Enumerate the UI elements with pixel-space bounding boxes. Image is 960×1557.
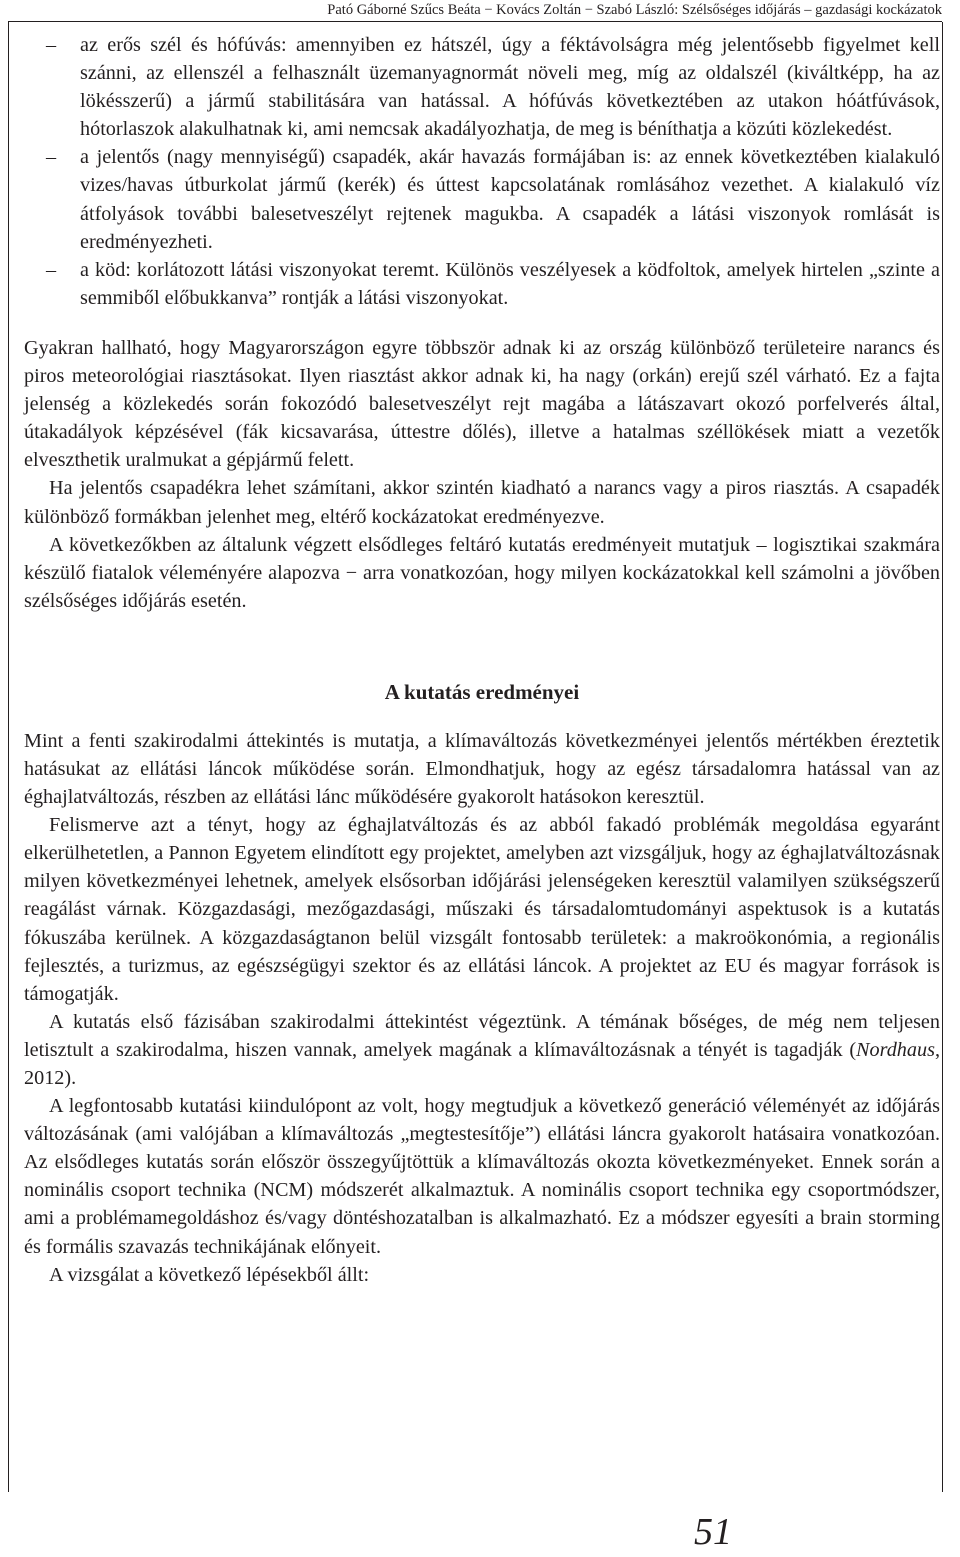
- list-item: [24, 143, 940, 255]
- paragraph-text: A kutatás első fázisában szakirodalmi áttekintést végeztünk. A témának bőséges, de még nem teljesen letisztult a szakirodalma, hiszen vannak, amelyek magának a klímaváltozásnak a tényét is tagadják (: [24, 1010, 940, 1061]
- spacer: [24, 312, 940, 334]
- paragraph: A legfontosabb kutatási kiindulópont az volt, hogy megtudjuk a következő generáció véleményét az időjárás változásának (ami valójában a klímaváltozás „megtestesítője”) ellátási láncra gyakorolt hatásaira vonatkozóan. Az elsődleges kutatás során először összegyűjtöttük a klímaváltozás okozta következményeket. Ennek során a nominális csoport technika (NCM) módszerét alkalmaztuk. A nominális csoport technika egy csoportmódszer, ami a problémamegoldáshoz és/vagy döntéshozatalban is alkalmazható. Ez a módszer egyesíti a brain storming és formális szavazás technikájának előnyeit.: [24, 1095, 940, 1258]
- body-text: [24, 31, 940, 1289]
- citation-year: , 2012).: [24, 1038, 940, 1089]
- paragraph: Ha jelentős csapadékra lehet számítani, akkor szintén kiadható a narancs vagy a piros riasztás. A csapadék különböző formákban jelenhet meg, eltérő kockázatokat eredményezve.: [24, 477, 940, 528]
- paragraph: A következőkben az általunk végzett elsődleges feltáró kutatás eredményeit mutatjuk – logisztikai szakmára készülő fiatalok véleményére alapozva − arra vonatkozóan, hogy milyen kockázatokkal kell számolni a jövőben szélsőséges időjárás esetén.: [24, 533, 940, 612]
- bullet-dash: –: [46, 258, 57, 281]
- paragraph: Gyakran hallható, hogy Magyarországon egyre többször adnak ki az ország különböző területeire narancs és piros meteorológiai riasztásokat. Ilyen riasztást akkor adnak ki, ha nagy (orkán) erejű szél várható. Ez a fajta jelenség a közlekedés során fokozódó balesetveszélyt rejt magába a látászavart okozó porfelverés által, útakadályok képzésével (fák kicsavarása, úttestre dőlés), illetve a hatalmas széllökések miatt a vezetők elveszthetik uralmukat a gépjármű felett.: [24, 336, 940, 472]
- bullet-text: a köd: korlátozott látási viszonyokat teremt. Különös veszélyesek a ködfoltok, amelyek hirtelen „szinte a semmiből előbukkanva” rontják a látási viszonyokat.: [80, 258, 940, 309]
- header-rule: [8, 21, 942, 22]
- bullet-list: [24, 31, 940, 312]
- list-item: [24, 31, 940, 143]
- list-item: [24, 256, 940, 312]
- bullet-dash: –: [46, 146, 57, 169]
- paragraph: Mint a fenti szakirodalmi áttekintés is mutatja, a klímaváltozás következményei jelentős mértékben éreztetik hatásukat az ellátási láncok működése során. Elmondhatjuk, hogy az egész társadalomra hatással van az éghajlatváltozás, részben az ellátási lánc működésére gyakorolt hatásokon keresztül.: [24, 729, 940, 809]
- paragraph: A vizsgálat a következő lépésekből állt:: [49, 1263, 370, 1286]
- section-heading: A kutatás eredményei: [384, 679, 580, 704]
- running-header: Pató Gáborné Szűcs Beáta − Kovács Zoltán − Szabó László: Szélsőséges időjárás – gazdasági kockázatok: [327, 2, 942, 18]
- right-margin-rule: [942, 22, 943, 1492]
- citation-author: Nordhaus: [856, 1038, 935, 1061]
- bullet-text: a jelentős (nagy mennyiségű) csapadék, akár havazás formájában is: az ennek következtében kialakuló vizes/havas útburkolat jármű (kerék) és úttest kapcsolatának romlásához vezethet. A kialakuló víz átfolyások további balesetveszélyt rejtenek magukba. A csapadék a látási viszonyok romlását is eredményezheti.: [80, 146, 940, 253]
- paragraph: Felismerve azt a tényt, hogy az éghajlatváltozás és az abból fakadó problémák megoldása egyaránt elkerülhetetlen, a Pannon Egyetem elindított egy projektet, amelyben azt vizsgáljuk, hogy az éghajlatváltozásnak milyen következményei lehetnek, amelyek elsősorban időjárási jelenségeken keresztül valamilyen szükségszerű reagálást várnak. Közgazdasági, mezőgazdasági, műszaki és társadalomtudományi aspektusok is a kutatás fókuszába kerülnek. A közgazdaságtanon belül vizsgált fontosabb területek: a makroökonómia, a regionális fejlesztés, a turizmus, az egészségügyi szektor és az ellátási láncok. A projektet az EU és magyar források is támogatják.: [24, 814, 940, 1005]
- left-margin-rule: [8, 22, 9, 1492]
- paragraph-with-citation: [24, 1008, 940, 1092]
- bullet-dash: –: [46, 34, 57, 56]
- spacer: [24, 706, 940, 727]
- bullet-text: az erős szél és hófúvás: amennyiben ez hátszél, úgy a féktávolságra még jelentősebb figyelmet kell szánni, az ellenszél a felhasznált üzemanyagnormát növeli meg, míg az oldalszél (kiváltképp, ha az lökésszerű) a jármű stabilitására van hatással. A hófúvás következtében az utakon hóátfúvások, hótorlaszok alakulhatnak ki, ami nemcsak akadályozhatja, de meg is béníthatja a közúti közlekedést.: [80, 34, 940, 141]
- page-number: 51: [694, 1511, 732, 1553]
